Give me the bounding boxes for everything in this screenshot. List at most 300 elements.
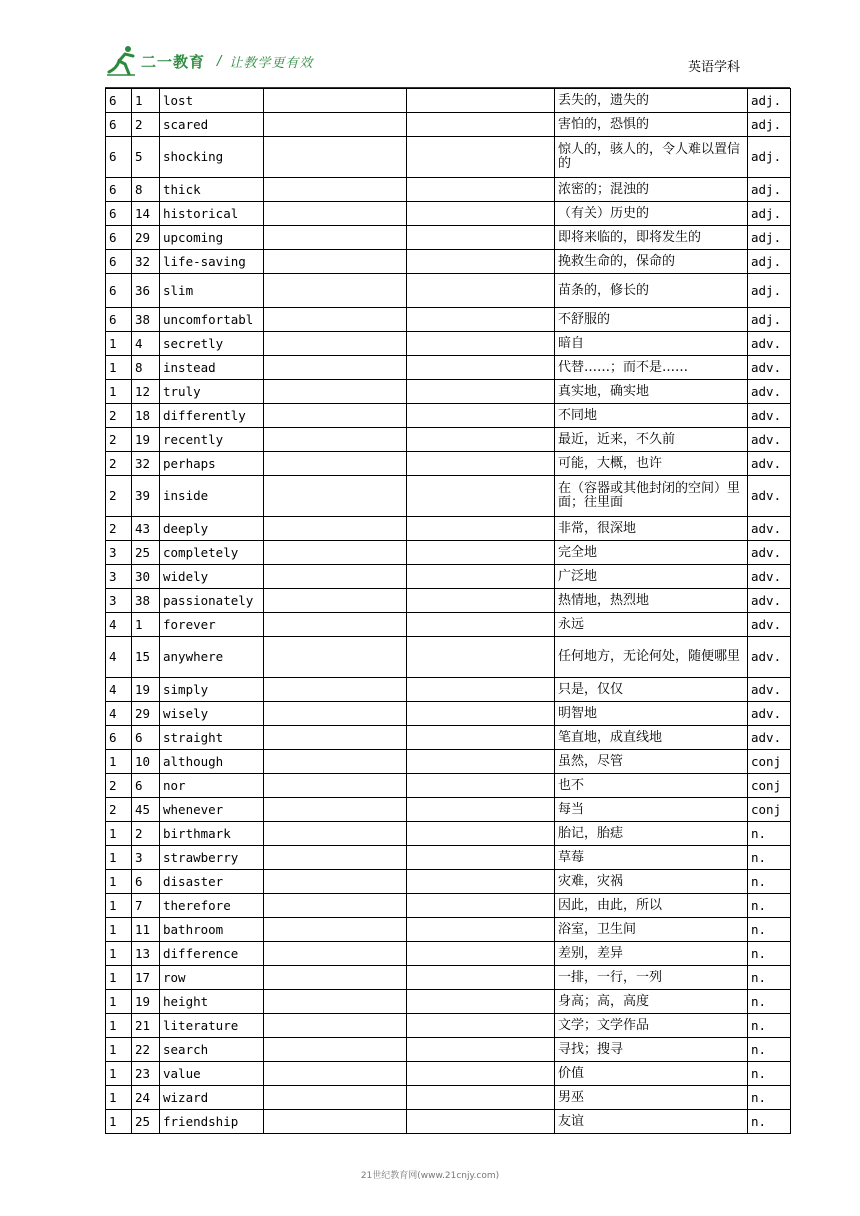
table-row [106,702,791,726]
unit-cell: 6 [106,202,132,226]
logo [105,44,313,78]
table-row [106,1038,791,1062]
meaning-cell: 一排，一行，一列 [555,966,748,990]
blank-cell [264,822,407,846]
meaning-cell: 也不 [555,774,748,798]
blank-cell [407,702,555,726]
part-of-speech-cell: adj. [748,308,791,332]
number-cell: 14 [132,202,160,226]
number-cell: 12 [132,380,160,404]
blank-cell [407,428,555,452]
unit-cell: 1 [106,1038,132,1062]
part-of-speech-cell: n. [748,1014,791,1038]
number-cell: 23 [132,1062,160,1086]
blank-cell [407,308,555,332]
word-cell: uncomfortabl [160,308,264,332]
blank-cell [407,517,555,541]
blank-cell [407,452,555,476]
number-cell: 19 [132,678,160,702]
part-of-speech-cell: adv. [748,404,791,428]
brand-name: 二一教育 [141,52,206,71]
unit-cell: 1 [106,942,132,966]
table-row [106,726,791,750]
unit-cell: 2 [106,517,132,541]
word-cell: simply [160,678,264,702]
unit-cell: 6 [106,726,132,750]
number-cell: 19 [132,990,160,1014]
number-cell: 43 [132,517,160,541]
number-cell: 21 [132,1014,160,1038]
meaning-cell: 差别，差异 [555,942,748,966]
unit-cell: 1 [106,870,132,894]
blank-cell [407,202,555,226]
meaning-cell: 明智地 [555,702,748,726]
word-cell: friendship [160,1110,264,1134]
blank-cell [407,137,555,178]
part-of-speech-cell: adj. [748,274,791,308]
word-cell: secretly [160,332,264,356]
blank-cell [264,846,407,870]
blank-cell [264,1110,407,1134]
blank-cell [264,966,407,990]
blank-cell [264,774,407,798]
unit-cell: 2 [106,774,132,798]
blank-cell [264,113,407,137]
meaning-cell: 暗自 [555,332,748,356]
number-cell: 6 [132,774,160,798]
runner-logo-icon [105,44,139,78]
meaning-cell: 可能，大概，也许 [555,452,748,476]
number-cell: 10 [132,750,160,774]
blank-cell [407,1086,555,1110]
table-row [106,966,791,990]
blank-cell [407,750,555,774]
part-of-speech-cell: n. [748,1038,791,1062]
word-cell: truly [160,380,264,404]
part-of-speech-cell: n. [748,846,791,870]
meaning-cell: 浓密的；混浊的 [555,178,748,202]
meaning-cell: 寻找；搜寻 [555,1038,748,1062]
unit-cell: 4 [106,637,132,678]
table-row [106,990,791,1014]
meaning-cell: 灾难，灾祸 [555,870,748,894]
word-cell: forever [160,613,264,637]
meaning-cell: 草莓 [555,846,748,870]
word-cell: therefore [160,894,264,918]
unit-cell: 2 [106,798,132,822]
unit-cell: 1 [106,846,132,870]
word-cell: deeply [160,517,264,541]
unit-cell: 1 [106,918,132,942]
table-row [106,476,791,517]
blank-cell [407,1038,555,1062]
blank-cell [264,589,407,613]
number-cell: 17 [132,966,160,990]
word-cell: wisely [160,702,264,726]
table-row [106,274,791,308]
part-of-speech-cell: n. [748,966,791,990]
blank-cell [264,178,407,202]
blank-cell [407,894,555,918]
unit-cell: 6 [106,113,132,137]
word-cell: birthmark [160,822,264,846]
blank-cell [407,613,555,637]
meaning-cell: 苗条的，修长的 [555,274,748,308]
meaning-cell: 热情地，热烈地 [555,589,748,613]
blank-cell [264,726,407,750]
table-row [106,332,791,356]
page-header [105,44,790,90]
meaning-cell: 惊人的，骇人的，令人难以置信的 [555,137,748,178]
meaning-cell: 不同地 [555,404,748,428]
number-cell: 25 [132,541,160,565]
word-cell: slim [160,274,264,308]
blank-cell [264,894,407,918]
number-cell: 6 [132,870,160,894]
part-of-speech-cell: adj. [748,250,791,274]
number-cell: 2 [132,822,160,846]
part-of-speech-cell: adv. [748,589,791,613]
number-cell: 18 [132,404,160,428]
number-cell: 8 [132,356,160,380]
blank-cell [264,476,407,517]
blank-cell [407,942,555,966]
part-of-speech-cell: adv. [748,332,791,356]
number-cell: 19 [132,428,160,452]
unit-cell: 6 [106,308,132,332]
header-slash: / [217,53,222,69]
part-of-speech-cell: adj. [748,202,791,226]
table-row [106,137,791,178]
blank-cell [407,226,555,250]
blank-cell [264,613,407,637]
word-cell: search [160,1038,264,1062]
number-cell: 2 [132,113,160,137]
number-cell: 38 [132,308,160,332]
number-cell: 38 [132,589,160,613]
blank-cell [407,1014,555,1038]
number-cell: 24 [132,1086,160,1110]
part-of-speech-cell: adv. [748,678,791,702]
blank-cell [264,404,407,428]
unit-cell: 4 [106,613,132,637]
table-row [106,250,791,274]
unit-cell: 1 [106,1014,132,1038]
part-of-speech-cell: adv. [748,428,791,452]
blank-cell [264,517,407,541]
number-cell: 6 [132,726,160,750]
unit-cell: 6 [106,250,132,274]
table-row [106,89,791,113]
table-row [106,404,791,428]
blank-cell [407,274,555,308]
number-cell: 29 [132,702,160,726]
blank-cell [264,428,407,452]
number-cell: 29 [132,226,160,250]
blank-cell [407,541,555,565]
unit-cell: 3 [106,589,132,613]
part-of-speech-cell: conj [748,798,791,822]
unit-cell: 2 [106,476,132,517]
part-of-speech-cell: adv. [748,565,791,589]
blank-cell [407,1062,555,1086]
unit-cell: 2 [106,404,132,428]
unit-cell: 6 [106,178,132,202]
table-row [106,178,791,202]
word-cell: scared [160,113,264,137]
table-row [106,541,791,565]
blank-cell [407,990,555,1014]
unit-cell: 3 [106,541,132,565]
table-row [106,918,791,942]
unit-cell: 1 [106,356,132,380]
word-cell: nor [160,774,264,798]
word-cell: literature [160,1014,264,1038]
number-cell: 8 [132,178,160,202]
number-cell: 30 [132,565,160,589]
blank-cell [407,589,555,613]
blank-cell [264,702,407,726]
blank-cell [407,1110,555,1134]
unit-cell: 2 [106,452,132,476]
part-of-speech-cell: n. [748,1110,791,1134]
number-cell: 39 [132,476,160,517]
meaning-cell: 害怕的，恐惧的 [555,113,748,137]
blank-cell [264,380,407,404]
part-of-speech-cell: adj. [748,226,791,250]
table-row [106,613,791,637]
blank-cell [264,870,407,894]
part-of-speech-cell: adv. [748,380,791,404]
word-cell: historical [160,202,264,226]
blank-cell [407,918,555,942]
word-cell: wizard [160,1086,264,1110]
number-cell: 1 [132,613,160,637]
word-cell: although [160,750,264,774]
number-cell: 32 [132,452,160,476]
unit-cell: 1 [106,822,132,846]
blank-cell [407,966,555,990]
part-of-speech-cell: n. [748,942,791,966]
unit-cell: 2 [106,428,132,452]
blank-cell [407,870,555,894]
part-of-speech-cell: adv. [748,452,791,476]
blank-cell [407,565,555,589]
unit-cell: 6 [106,89,132,113]
blank-cell [264,798,407,822]
word-cell: passionately [160,589,264,613]
number-cell: 3 [132,846,160,870]
subject-label: 英语学科 [687,60,740,75]
blank-cell [407,476,555,517]
table-row [106,356,791,380]
blank-cell [264,1038,407,1062]
blank-cell [407,89,555,113]
meaning-cell: 完全地 [555,541,748,565]
blank-cell [407,798,555,822]
unit-cell: 4 [106,678,132,702]
table-row [106,428,791,452]
number-cell: 45 [132,798,160,822]
blank-cell [264,332,407,356]
part-of-speech-cell: adj. [748,137,791,178]
brand-slogan: 让教学更有效 [229,55,314,71]
unit-cell: 1 [106,332,132,356]
unit-cell: 1 [106,1110,132,1134]
meaning-cell: 每当 [555,798,748,822]
word-cell: perhaps [160,452,264,476]
number-cell: 5 [132,137,160,178]
table-row [106,589,791,613]
blank-cell [264,308,407,332]
word-cell: lost [160,89,264,113]
part-of-speech-cell: adv. [748,541,791,565]
table-row [106,798,791,822]
part-of-speech-cell: adv. [748,613,791,637]
meaning-cell: 因此，由此，所以 [555,894,748,918]
part-of-speech-cell: n. [748,822,791,846]
blank-cell [407,774,555,798]
table-row [106,565,791,589]
blank-cell [264,226,407,250]
meaning-cell: 任何地方，无论何处，随便哪里 [555,637,748,678]
vocabulary-table [105,88,791,1134]
word-cell: whenever [160,798,264,822]
table-row [106,846,791,870]
unit-cell: 6 [106,274,132,308]
blank-cell [264,541,407,565]
blank-cell [264,990,407,1014]
word-cell: row [160,966,264,990]
unit-cell: 6 [106,226,132,250]
table-row [106,1014,791,1038]
blank-cell [264,942,407,966]
meaning-cell: 丢失的，遗失的 [555,89,748,113]
part-of-speech-cell: conj [748,774,791,798]
blank-cell [407,113,555,137]
unit-cell: 1 [106,894,132,918]
meaning-cell: 友谊 [555,1110,748,1134]
meaning-cell: 胎记，胎痣 [555,822,748,846]
word-cell: strawberry [160,846,264,870]
unit-cell: 1 [106,750,132,774]
meaning-cell: 笔直地，成直线地 [555,726,748,750]
table-row [106,517,791,541]
part-of-speech-cell: adv. [748,476,791,517]
word-cell: inside [160,476,264,517]
unit-cell: 1 [106,1062,132,1086]
word-cell: instead [160,356,264,380]
number-cell: 11 [132,918,160,942]
unit-cell: 6 [106,137,132,178]
word-cell: value [160,1062,264,1086]
blank-cell [264,1014,407,1038]
table-row [106,202,791,226]
table-row [106,113,791,137]
unit-cell: 3 [106,565,132,589]
unit-cell: 1 [106,966,132,990]
part-of-speech-cell: adj. [748,178,791,202]
part-of-speech-cell: adj. [748,113,791,137]
table-row [106,226,791,250]
blank-cell [407,678,555,702]
word-cell: life-saving [160,250,264,274]
meaning-cell: 浴室，卫生间 [555,918,748,942]
meaning-cell: 挽救生命的，保命的 [555,250,748,274]
blank-cell [264,678,407,702]
number-cell: 13 [132,942,160,966]
table-row [106,894,791,918]
number-cell: 22 [132,1038,160,1062]
blank-cell [264,452,407,476]
meaning-cell: 广泛地 [555,565,748,589]
blank-cell [407,822,555,846]
blank-cell [264,250,407,274]
number-cell: 25 [132,1110,160,1134]
meaning-cell: 身高；高，高度 [555,990,748,1014]
unit-cell: 1 [106,380,132,404]
number-cell: 1 [132,89,160,113]
blank-cell [264,918,407,942]
number-cell: 36 [132,274,160,308]
meaning-cell: 真实地，确实地 [555,380,748,404]
meaning-cell: 最近，近来，不久前 [555,428,748,452]
blank-cell [264,565,407,589]
table-row [106,452,791,476]
blank-cell [264,137,407,178]
table-row [106,774,791,798]
word-cell: bathroom [160,918,264,942]
meaning-cell: 不舒服的 [555,308,748,332]
meaning-cell: 代替……；而不是…… [555,356,748,380]
blank-cell [407,178,555,202]
table-row [106,308,791,332]
unit-cell: 4 [106,702,132,726]
blank-cell [264,1086,407,1110]
number-cell: 4 [132,332,160,356]
number-cell: 32 [132,250,160,274]
part-of-speech-cell: adj. [748,89,791,113]
blank-cell [264,637,407,678]
page-footer: 21世纪教育网(www.21cnjy.com) [360,1171,500,1181]
word-cell: height [160,990,264,1014]
blank-cell [407,637,555,678]
table-row [106,678,791,702]
meaning-cell: （有关）历史的 [555,202,748,226]
blank-cell [407,250,555,274]
word-cell: straight [160,726,264,750]
meaning-cell: 永远 [555,613,748,637]
table-row [106,637,791,678]
number-cell: 15 [132,637,160,678]
blank-cell [407,726,555,750]
word-cell: anywhere [160,637,264,678]
blank-cell [407,846,555,870]
table-row [106,380,791,404]
table-row [106,1110,791,1134]
blank-cell [407,404,555,428]
table-row [106,822,791,846]
blank-cell [264,750,407,774]
part-of-speech-cell: n. [748,1062,791,1086]
table-row [106,1086,791,1110]
blank-cell [407,356,555,380]
part-of-speech-cell: n. [748,990,791,1014]
blank-cell [264,356,407,380]
part-of-speech-cell: adv. [748,637,791,678]
table-row [106,870,791,894]
word-cell: disaster [160,870,264,894]
